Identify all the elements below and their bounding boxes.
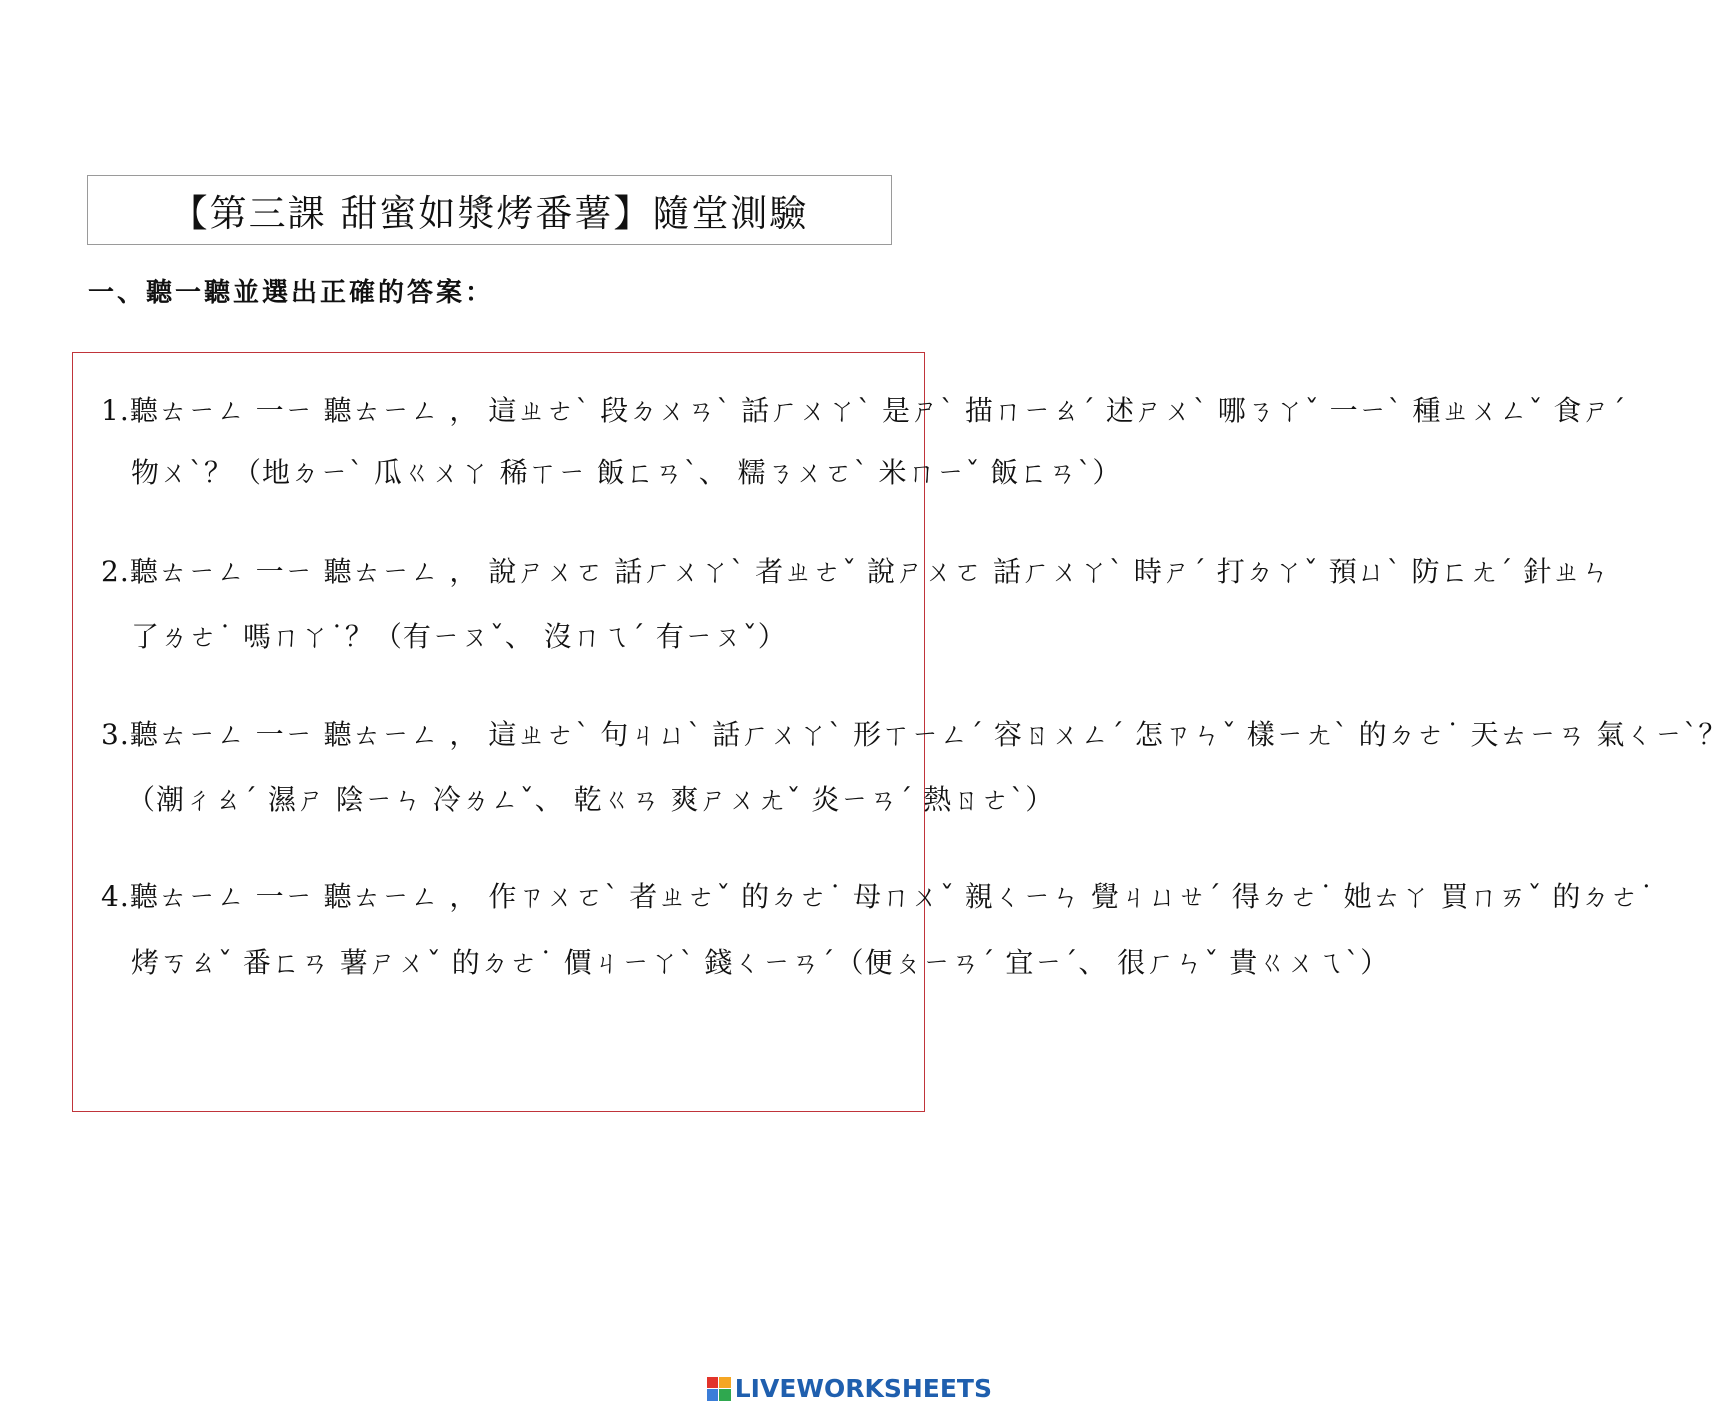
question-2-line-2: 了ㄌㄜ˙ 嗎ㄇㄚ˙？（有ㄧㄡˇ、 沒ㄇㄟˊ 有ㄧㄡˇ） xyxy=(131,620,787,653)
logo-tile-1 xyxy=(707,1377,719,1389)
worksheet-title xyxy=(87,175,892,245)
question-1-line-2: 物ㄨˋ？（地ㄉㄧˋ 瓜ㄍㄨㄚ 稀ㄒㄧ 飯ㄈㄢˋ、 糯ㄋㄨㄛˋ 米ㄇㄧˇ 飯ㄈㄢˋ） xyxy=(131,456,1122,489)
question-2-line-1: 2.聽ㄊㄧㄥ 一ㄧ 聽ㄊㄧㄥ ， 說ㄕㄨㄛ 話ㄏㄨㄚˋ 者ㄓㄜˇ 說ㄕㄨㄛ 話ㄏㄨㄚˋ 時ㄕˊ 打ㄉㄚˇ 預ㄩˋ 防ㄈㄤˊ 針ㄓㄣ xyxy=(101,555,1611,588)
logo-tile-2 xyxy=(719,1377,731,1389)
logo-tile-3 xyxy=(707,1389,719,1401)
question-4-line-2: 烤ㄎㄠˇ 番ㄈㄢ 薯ㄕㄨˇ 的ㄉㄜ˙ 價ㄐㄧㄚˋ 錢ㄑㄧㄢˊ（便ㄆㄧㄢˊ 宜ㄧˊ、 很ㄏㄣˇ 貴ㄍㄨㄟˋ） xyxy=(131,946,1390,979)
logo-tile-4 xyxy=(719,1389,731,1401)
question-3-line-1: 3.聽ㄊㄧㄥ 一ㄧ 聽ㄊㄧㄥ ， 這ㄓㄜˋ 句ㄐㄩˋ 話ㄏㄨㄚˋ 形ㄒㄧㄥˊ 容ㄖㄨㄥˊ 怎ㄗㄣˇ 樣ㄧㄤˋ 的ㄉㄜ˙ 天ㄊㄧㄢ 氣ㄑㄧˋ？ xyxy=(101,718,1727,751)
liveworksheets-brand xyxy=(707,1374,992,1403)
liveworksheets-logo-icon xyxy=(707,1377,731,1401)
worksheet-title-text: 【第三課 甜蜜如漿烤番薯】隨堂測驗 xyxy=(170,192,809,235)
question-4-line-1: 4.聽ㄊㄧㄥ 一ㄧ 聽ㄊㄧㄥ ， 作ㄗㄨㄛˋ 者ㄓㄜˇ 的ㄉㄜ˙ 母ㄇㄨˇ 親ㄑㄧㄣ 覺ㄐㄩㄝˊ 得ㄉㄜ˙ 她ㄊㄚ 買ㄇㄞˇ 的ㄉㄜ˙ xyxy=(101,880,1655,913)
question-3-line-2: （潮ㄔㄠˊ 濕ㄕ 陰ㄧㄣ 冷ㄌㄥˇ、 乾ㄍㄢ 爽ㄕㄨㄤˇ 炎ㄧㄢˊ 熱ㄖㄜˋ） xyxy=(127,783,1055,816)
question-1-line-1: 1.聽ㄊㄧㄥ 一ㄧ 聽ㄊㄧㄥ ， 這ㄓㄜˋ 段ㄉㄨㄢˋ 話ㄏㄨㄚˋ 是ㄕˋ 描ㄇㄧㄠˊ 述ㄕㄨˋ 哪ㄋㄚˇ 一ㄧˋ 種ㄓㄨㄥˇ 食ㄕˊ xyxy=(101,394,1627,427)
question-box xyxy=(72,352,1727,1112)
section-heading: 一、聽一聽並選出正確的答案： xyxy=(88,278,495,308)
liveworksheets-text: LIVEWORKSHEETS xyxy=(734,1374,992,1403)
